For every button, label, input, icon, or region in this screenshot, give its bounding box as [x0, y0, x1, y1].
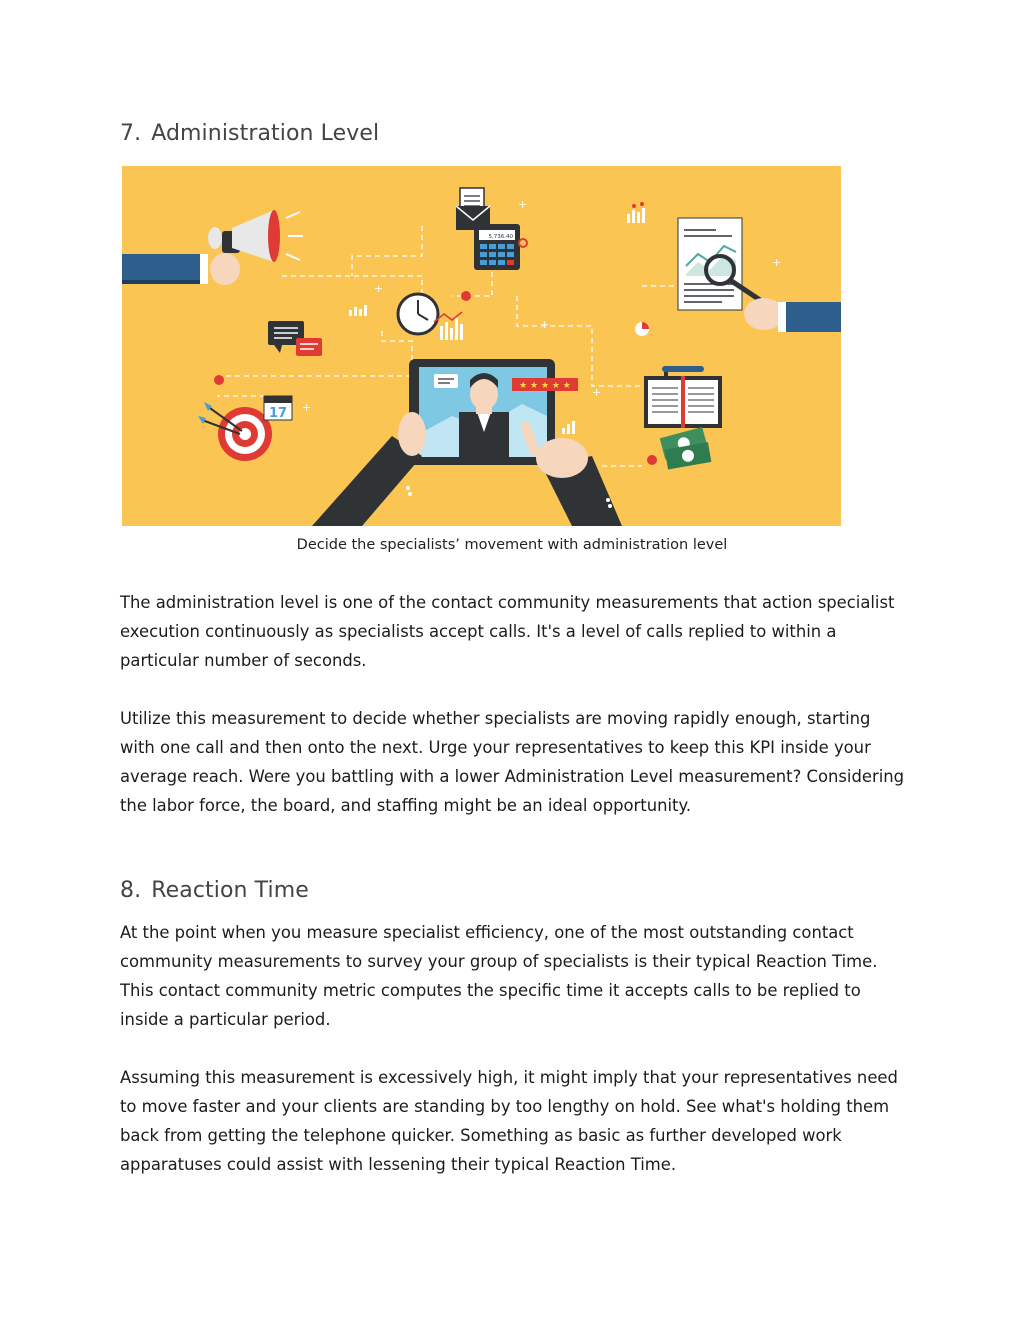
- paragraph: The administration level is one of the contact community measurements that action specialist execution continuously as specialists accept calls. It's a level of calls replied to within a particular number of seconds.: [120, 593, 895, 670]
- paragraph: Utilize this measurement to decide whether specialists are moving rapidly enough, starting with one call and then onto the next. Urge your representatives to keep this KPI inside your average reach. Were you battling with a lower Administration Level measurement? Considering the labor force, the board, and staffing might be an ideal opportunity.: [120, 709, 905, 815]
- svg-text:+: +: [540, 318, 550, 331]
- calendar-day: 17: [268, 406, 288, 421]
- section-number: 7.: [120, 121, 142, 146]
- administration-level-illustration: [122, 166, 841, 526]
- section-title: Administration Level: [151, 121, 380, 146]
- section-number: 8.: [120, 878, 142, 903]
- section-heading-administration-level: [120, 121, 379, 146]
- calculator-icon: [474, 224, 527, 270]
- figure-caption: Decide the specialists’ movement with administration level: [296, 537, 728, 553]
- svg-text:+: +: [302, 401, 312, 414]
- pie-chart-icon: [635, 322, 649, 336]
- svg-text:+: +: [592, 386, 602, 399]
- calendar-icon: [264, 396, 292, 421]
- section-title: Reaction Time: [151, 878, 309, 903]
- paragraph: Assuming this measurement is excessively high, it might imply that your representatives need to move faster and your clients are standing by too lengthy on hold. See what's holding them back from getting the telephone quicker. Something as basic as further developed work apparatuses could assist with lessening their typical Reaction Time.: [120, 1068, 898, 1174]
- svg-text:★ ★ ★ ★ ★: ★ ★ ★ ★ ★: [519, 381, 571, 391]
- svg-text:+: +: [518, 198, 528, 211]
- svg-text:+: +: [772, 256, 782, 269]
- calculator-display: 5,736.40: [488, 234, 513, 240]
- section-heading-reaction-time: [120, 878, 309, 903]
- paragraph: At the point when you measure specialist efficiency, one of the most outstanding contact community measurements to survey your group of specialists is their typical Reaction Time. This contact community metric computes the specific time it accepts calls to be replied to inside a particular period.: [120, 923, 878, 1029]
- svg-text:+: +: [374, 282, 384, 295]
